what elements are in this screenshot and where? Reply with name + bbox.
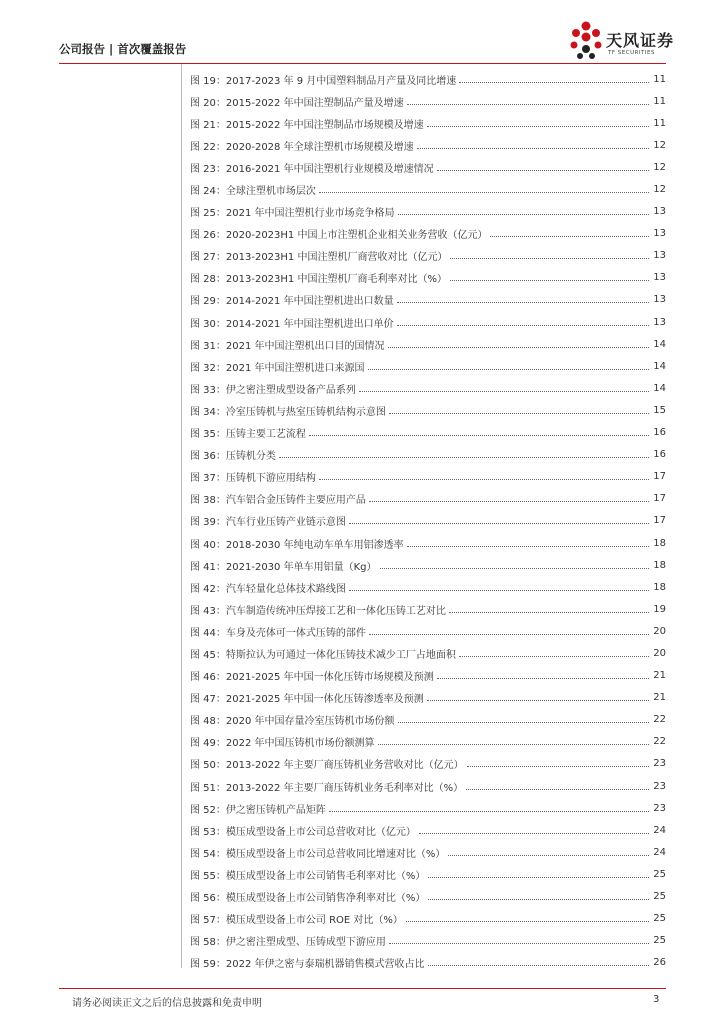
figure-table-of-contents: [190, 68, 666, 974]
logo-english-name: TF SECURITIES: [608, 50, 655, 56]
toc-entry[interactable]: [190, 399, 666, 421]
footer-disclaimer: 请务必阅读正文之后的信息披露和免责申明: [72, 998, 262, 1009]
toc-entry[interactable]: [190, 245, 666, 267]
toc-leader-dots: [449, 612, 649, 613]
toc-entry[interactable]: [190, 178, 666, 200]
toc-entry[interactable]: [190, 952, 666, 974]
toc-leader-dots: [427, 126, 649, 127]
toc-leader-dots: [490, 236, 649, 237]
toc-leader-dots: [319, 479, 649, 480]
toc-entry-label: 图 31：2021 年中国注塑机出口目的国情况: [190, 340, 385, 352]
toc-leader-dots: [459, 82, 649, 83]
toc-leader-dots: [389, 413, 649, 414]
toc-leader-dots: [359, 391, 649, 392]
toc-entry-page: 13: [653, 294, 666, 306]
toc-leader-dots: [369, 501, 649, 502]
toc-leader-dots: [459, 656, 649, 657]
toc-entry-label: 图 29：2014-2021 年中国注塑机进出口数量: [190, 296, 394, 308]
toc-entry-page: 22: [653, 714, 666, 726]
toc-entry-page: 24: [653, 824, 666, 836]
toc-entry-label: 图 47：2021-2025 年中国一体化压铸渗透率及预测: [190, 694, 424, 706]
toc-entry-label: 图 19：2017-2023 年 9 月中国塑料制品月产量及同比增速: [190, 75, 457, 87]
toc-entry[interactable]: [190, 355, 666, 377]
toc-entry[interactable]: [190, 289, 666, 311]
toc-entry[interactable]: [190, 797, 666, 819]
toc-entry[interactable]: [190, 444, 666, 466]
toc-leader-dots: [397, 325, 649, 326]
toc-entry[interactable]: [190, 775, 666, 797]
toc-entry[interactable]: [190, 731, 666, 753]
toc-leader-dots: [450, 280, 649, 281]
toc-entry[interactable]: [190, 665, 666, 687]
toc-leader-dots: [397, 302, 649, 303]
toc-entry-label: 图 49：2022 年中国压铸机市场份额测算: [190, 738, 375, 750]
toc-entry-page: 17: [653, 471, 666, 483]
toc-entry-page: 11: [653, 117, 666, 129]
toc-entry-label: 图 42：汽车轻量化总体技术路线图: [190, 583, 346, 595]
toc-leader-dots: [329, 811, 649, 812]
toc-leader-dots: [428, 899, 649, 900]
toc-entry-page: 17: [653, 493, 666, 505]
toc-entry-page: 13: [653, 272, 666, 284]
toc-leader-dots: [466, 789, 649, 790]
toc-entry-page: 25: [653, 868, 666, 880]
tf-securities-logo: [568, 20, 678, 64]
header-divider: [59, 63, 666, 64]
toc-entry-page: 18: [653, 559, 666, 571]
logo-chinese-name: 天风证券: [606, 31, 675, 50]
toc-leader-dots: [428, 965, 649, 966]
toc-leader-dots: [407, 546, 649, 547]
toc-entry[interactable]: [190, 841, 666, 863]
content-left-rule: [181, 64, 182, 968]
toc-leader-dots: [388, 347, 649, 348]
toc-entry[interactable]: [190, 819, 666, 841]
toc-entry[interactable]: [190, 466, 666, 488]
toc-entry-label: 图 28：2013-2023H1 中国注塑机厂商毛利率对比（%）: [190, 274, 447, 286]
toc-entry-label: 图 56：模压成型设备上市公司销售净利率对比（%）: [190, 893, 426, 905]
toc-entry[interactable]: [190, 885, 666, 907]
toc-entry[interactable]: [190, 134, 666, 156]
toc-entry[interactable]: [190, 510, 666, 532]
toc-entry[interactable]: [190, 333, 666, 355]
toc-leader-dots: [407, 104, 649, 105]
toc-leader-dots: [427, 700, 649, 701]
toc-leader-dots: [349, 523, 649, 524]
toc-leader-dots: [309, 435, 649, 436]
toc-entry-label: 图 59：2022 年伊之密与泰瑞机器销售模式营收占比: [190, 959, 425, 971]
toc-entry-label: 图 34：冷室压铸机与热室压铸机结构示意图: [190, 406, 386, 418]
toc-leader-dots: [349, 590, 649, 591]
toc-entry-page: 14: [653, 382, 666, 394]
toc-entry-page: 20: [653, 647, 666, 659]
toc-entry-page: 12: [653, 139, 666, 151]
toc-leader-dots: [398, 214, 649, 215]
toc-entry-page: 13: [653, 316, 666, 328]
toc-entry-label: 图 46：2021-2025 年中国一体化压铸市场规模及预测: [190, 672, 434, 684]
toc-entry-page: 15: [653, 404, 666, 416]
toc-entry-page: 21: [653, 670, 666, 682]
toc-entry[interactable]: [190, 598, 666, 620]
toc-entry-page: 19: [653, 603, 666, 615]
toc-entry-page: 13: [653, 206, 666, 218]
toc-entry-page: 13: [653, 250, 666, 262]
toc-entry-label: 图 54：模压成型设备上市公司总营收同比增速对比（%）: [190, 848, 446, 860]
toc-entry-label: 图 27：2013-2023H1 中国注塑机厂商营收对比（亿元）: [190, 252, 448, 264]
toc-leader-dots: [467, 766, 649, 767]
toc-leader-dots: [417, 148, 649, 149]
toc-entry-page: 20: [653, 625, 666, 637]
toc-entry-label: 图 55：模压成型设备上市公司销售毛利率对比（%）: [190, 870, 426, 882]
toc-entry-page: 18: [653, 581, 666, 593]
toc-entry[interactable]: [190, 863, 666, 885]
toc-entry-label: 图 23：2016-2021 年中国注塑机行业规模及增速情况: [190, 163, 434, 175]
toc-entry-label: 图 32：2021 年中国注塑机进口来源国: [190, 362, 365, 374]
toc-entry[interactable]: [190, 267, 666, 289]
toc-entry-label: 图 41：2021-2030 年单车用铝量（Kg）: [190, 561, 377, 573]
toc-leader-dots: [369, 634, 649, 635]
toc-entry[interactable]: [190, 930, 666, 952]
toc-entry-label: 图 57：模压成型设备上市公司 ROE 对比（%）: [190, 915, 403, 927]
toc-entry[interactable]: [190, 311, 666, 333]
toc-entry-label: 图 30：2014-2021 年中国注塑机进出口单价: [190, 318, 394, 330]
toc-entry-page: 23: [653, 758, 666, 770]
toc-entry-label: 图 45：特斯拉认为可通过一体化压铸技术减少工厂占地面积: [190, 649, 456, 661]
toc-leader-dots: [368, 369, 649, 370]
toc-leader-dots: [419, 833, 649, 834]
toc-entry-page: 26: [653, 957, 666, 969]
report-type-label: 公司报告 | 首次覆盖报告: [59, 42, 187, 56]
toc-entry-page: 25: [653, 935, 666, 947]
toc-leader-dots: [428, 877, 649, 878]
toc-entry[interactable]: [190, 90, 666, 112]
toc-entry-page: 17: [653, 515, 666, 527]
toc-entry[interactable]: [190, 576, 666, 598]
toc-leader-dots: [398, 722, 649, 723]
toc-entry[interactable]: [190, 908, 666, 930]
toc-leader-dots: [406, 921, 649, 922]
toc-entry-label: 图 50：2013-2022 年主要厂商压铸机业务营收对比（亿元）: [190, 760, 464, 772]
footer-divider: [59, 988, 666, 989]
toc-entry-page: 13: [653, 228, 666, 240]
toc-entry-label: 图 58：伊之密注塑成型、压铸成型下游应用: [190, 937, 386, 949]
toc-entry[interactable]: [190, 223, 666, 245]
toc-entry-label: 图 43：汽车制造传统冲压焊接工艺和一体化压铸工艺对比: [190, 605, 446, 617]
toc-leader-dots: [319, 192, 649, 193]
toc-leader-dots: [389, 943, 649, 944]
page-header: [0, 0, 724, 64]
toc-entry-label: 图 26：2020-2023H1 中国上市注塑机企业相关业务营收（亿元）: [190, 230, 488, 242]
toc-entry-page: 25: [653, 913, 666, 925]
toc-entry-label: 图 36：压铸机分类: [190, 451, 276, 463]
toc-entry-page: 24: [653, 846, 666, 858]
page-number: 3: [653, 994, 660, 1005]
toc-leader-dots: [378, 744, 649, 745]
toc-entry-page: 18: [653, 537, 666, 549]
toc-entry-label: 图 24：全球注塑机市场层次: [190, 186, 316, 198]
toc-entry-page: 23: [653, 802, 666, 814]
toc-entry[interactable]: [190, 532, 666, 554]
toc-entry-page: 23: [653, 780, 666, 792]
toc-leader-dots: [380, 568, 650, 569]
toc-leader-dots: [450, 258, 649, 259]
toc-leader-dots: [437, 170, 649, 171]
toc-entry[interactable]: [190, 488, 666, 510]
toc-entry-page: 21: [653, 692, 666, 704]
toc-entry-label: 图 40：2018-2030 年纯电动车单车用铝渗透率: [190, 539, 404, 551]
toc-entry[interactable]: [190, 709, 666, 731]
toc-entry-page: 11: [653, 95, 666, 107]
toc-entry-label: 图 22：2020-2028 年全球注塑机市场规模及增速: [190, 141, 414, 153]
toc-entry-label: 图 33：伊之密注塑成型设备产品系列: [190, 384, 356, 396]
toc-entry[interactable]: [190, 156, 666, 178]
toc-entry[interactable]: [190, 753, 666, 775]
toc-entry[interactable]: [190, 687, 666, 709]
toc-entry-page: 11: [653, 73, 666, 85]
toc-leader-dots: [437, 678, 649, 679]
toc-entry[interactable]: [190, 620, 666, 642]
toc-entry-page: 16: [653, 427, 666, 439]
toc-leader-dots: [279, 457, 649, 458]
toc-entry-label: 图 38：汽车铝合金压铸件主要应用产品: [190, 495, 366, 507]
toc-entry-label: 图 21：2015-2022 年中国注塑制品市场规模及增速: [190, 119, 424, 131]
toc-entry-label: 图 37：压铸机下游应用结构: [190, 473, 316, 485]
toc-entry-page: 14: [653, 360, 666, 372]
toc-entry[interactable]: [190, 201, 666, 223]
toc-entry-label: 图 52：伊之密压铸机产品矩阵: [190, 804, 326, 816]
toc-entry-label: 图 20：2015-2022 年中国注塑制品产量及增速: [190, 97, 404, 109]
toc-entry-label: 图 48：2020 年中国存量冷室压铸机市场份额: [190, 716, 395, 728]
toc-entry[interactable]: [190, 554, 666, 576]
toc-entry-page: 22: [653, 736, 666, 748]
toc-entry-label: 图 51：2013-2022 年主要厂商压铸机业务毛利率对比（%）: [190, 782, 464, 794]
toc-leader-dots: [448, 855, 649, 856]
toc-entry-page: 16: [653, 449, 666, 461]
toc-entry-page: 14: [653, 338, 666, 350]
toc-entry[interactable]: [190, 68, 666, 90]
toc-entry[interactable]: [190, 112, 666, 134]
toc-entry[interactable]: [190, 642, 666, 664]
toc-entry-label: 图 35：压铸主要工艺流程: [190, 429, 306, 441]
toc-entry-page: 25: [653, 891, 666, 903]
logo-mark-icon: [568, 20, 604, 60]
toc-entry-page: 12: [653, 184, 666, 196]
toc-entry-label: 图 53：模压成型设备上市公司总营收对比（亿元）: [190, 826, 416, 838]
toc-entry-label: 图 39：汽车行业压铸产业链示意图: [190, 517, 346, 529]
toc-entry-page: 12: [653, 161, 666, 173]
toc-entry-label: 图 44：车身及壳体可一体式压铸的部件: [190, 627, 366, 639]
toc-entry[interactable]: [190, 422, 666, 444]
toc-entry-label: 图 25：2021 年中国注塑机行业市场竞争格局: [190, 208, 395, 220]
toc-entry[interactable]: [190, 377, 666, 399]
